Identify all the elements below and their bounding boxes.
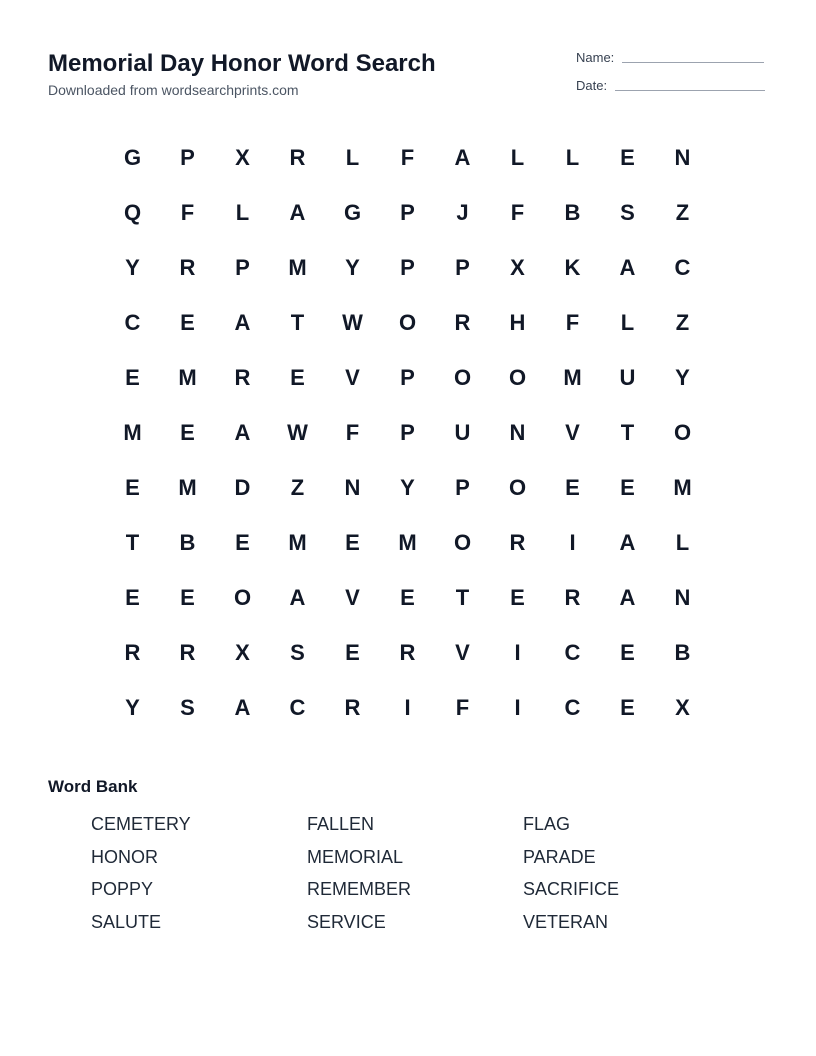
grid-letter: F [400, 144, 415, 170]
grid-letter: M [178, 364, 197, 390]
grid-letter: I [514, 639, 521, 665]
grid-letter: B [564, 199, 581, 225]
grid-letter: C [289, 694, 306, 720]
grid-letter: J [456, 199, 469, 225]
grid-letter: A [234, 419, 251, 445]
grid-letter: R [509, 529, 526, 555]
grid-letter: A [619, 584, 636, 610]
grid-letter: E [125, 364, 140, 390]
grid-letter: R [179, 639, 196, 665]
grid-letter: X [235, 144, 250, 170]
grid-letter: V [345, 584, 360, 610]
grid-letter: A [234, 694, 251, 720]
grid-letter: Q [123, 199, 142, 225]
grid-letter: C [124, 309, 141, 335]
grid-letter: A [619, 254, 636, 280]
grid-letter: W [342, 309, 363, 335]
grid-letter: O [233, 584, 252, 610]
word-bank-item: POPPY [91, 879, 154, 899]
grid-letter: L [620, 309, 635, 335]
grid-letter: C [564, 639, 581, 665]
grid-letter: A [619, 529, 636, 555]
page-title: Memorial Day Honor Word Search [48, 50, 436, 77]
grid-letter: O [508, 364, 527, 390]
grid-letter: P [400, 364, 415, 390]
grid-letter: O [453, 529, 472, 555]
word-bank-heading: Word Bank [48, 777, 138, 796]
grid-letter: M [563, 364, 582, 390]
grid-letter: R [234, 364, 251, 390]
grid-letter: P [235, 254, 250, 280]
grid-letter: R [564, 584, 581, 610]
grid-letter: E [235, 529, 250, 555]
grid-letter: B [179, 529, 196, 555]
grid-letter: H [509, 309, 526, 335]
grid-letter: Y [125, 694, 140, 720]
grid-letter: S [290, 639, 305, 665]
grid-letter: I [404, 694, 411, 720]
word-bank-item: REMEMBER [307, 879, 412, 899]
grid-letter: F [510, 199, 525, 225]
grid-letter: A [289, 199, 306, 225]
grid-letter: L [510, 144, 525, 170]
grid-letter: Y [675, 364, 690, 390]
grid-letter: E [620, 474, 635, 500]
word-bank-item: SERVICE [307, 911, 386, 932]
grid-letter: N [509, 419, 526, 445]
grid-letter: Y [345, 254, 360, 280]
grid-letter: I [514, 694, 521, 720]
grid-letter: C [564, 694, 581, 720]
grid-letter: W [287, 419, 308, 445]
grid-letter: L [345, 144, 360, 170]
grid-letter: S [180, 694, 195, 720]
grid-letter: E [290, 364, 305, 390]
grid-letter: M [178, 474, 197, 500]
grid-letter: D [234, 474, 251, 500]
grid-letter: O [508, 474, 527, 500]
grid-letter: E [620, 144, 635, 170]
grid-letter: F [345, 419, 360, 445]
word-bank-item: FLAG [523, 814, 571, 834]
grid-letter: E [125, 474, 140, 500]
grid-letter: G [343, 199, 362, 225]
grid-letter: E [400, 584, 415, 610]
word-bank-item: MEMORIAL [307, 846, 404, 867]
grid-letter: X [235, 639, 250, 665]
word-bank-item: HONOR [91, 846, 158, 867]
grid-letter: L [235, 199, 250, 225]
grid-letter: P [455, 474, 470, 500]
grid-letter: E [620, 639, 635, 665]
grid-letter: S [620, 199, 635, 225]
grid-letter: T [455, 584, 470, 610]
grid-letter: U [454, 419, 471, 445]
grid-letter: P [400, 199, 415, 225]
grid-letter: R [289, 144, 306, 170]
date-field [576, 78, 765, 93]
grid-letter: P [400, 419, 415, 445]
grid-letter: T [290, 309, 305, 335]
grid-letter: Y [125, 254, 140, 280]
word-bank-item: VETERAN [523, 911, 609, 932]
grid-letter: E [565, 474, 580, 500]
grid-letter: R [124, 639, 141, 665]
grid-letter: P [180, 144, 195, 170]
grid-letter: M [673, 474, 692, 500]
grid-letter: N [674, 144, 691, 170]
grid-letter: X [510, 254, 525, 280]
grid-letter: V [565, 419, 580, 445]
grid-letter: E [125, 584, 140, 610]
grid-letter: R [179, 254, 196, 280]
grid-letter: E [510, 584, 525, 610]
grid-letter: V [455, 639, 470, 665]
grid-letter: G [123, 144, 142, 170]
grid-letter: R [344, 694, 361, 720]
grid-letter: Z [675, 309, 690, 335]
grid-letter: Z [675, 199, 690, 225]
grid-letter: E [180, 309, 195, 335]
grid-letter: R [454, 309, 471, 335]
date-line [615, 89, 765, 91]
word-bank-item: CEMETERY [91, 814, 191, 834]
grid-letter: O [673, 419, 692, 445]
word-bank [91, 812, 739, 942]
grid-letter: I [569, 529, 576, 555]
grid-letter: M [288, 529, 307, 555]
grid-letter: F [565, 309, 580, 335]
grid-letter: E [345, 529, 360, 555]
name-label: Name: [576, 50, 615, 65]
grid-letter: Y [400, 474, 415, 500]
source-subtitle: Downloaded from wordsearchprints.com [48, 82, 299, 98]
grid-letter: A [454, 144, 471, 170]
grid-letter: M [123, 419, 142, 445]
name-line [622, 61, 764, 63]
word-bank-item: SALUTE [91, 911, 162, 932]
grid-letter: A [234, 309, 251, 335]
grid-letter: O [453, 364, 472, 390]
grid-letter: P [400, 254, 415, 280]
grid-letter: X [675, 694, 690, 720]
grid-letter: K [564, 254, 581, 280]
grid-letter: P [455, 254, 470, 280]
word-bank-item: SACRIFICE [523, 879, 620, 899]
grid-letter: L [675, 529, 690, 555]
grid-letter: T [125, 529, 140, 555]
grid-letter: T [620, 419, 635, 445]
letter-grid [105, 130, 710, 735]
grid-letter: E [180, 584, 195, 610]
grid-letter: C [674, 254, 691, 280]
grid-letter: B [674, 639, 691, 665]
grid-letter: E [180, 419, 195, 445]
grid-letter: A [289, 584, 306, 610]
grid-letter: F [180, 199, 195, 225]
grid-letter: U [619, 364, 636, 390]
word-bank-item: FALLEN [307, 814, 375, 834]
grid-letter: O [398, 309, 417, 335]
date-label: Date: [576, 78, 608, 93]
grid-letter: L [565, 144, 580, 170]
grid-letter: N [344, 474, 361, 500]
grid-letter: M [398, 529, 417, 555]
name-field [576, 50, 764, 65]
grid-letter: E [345, 639, 360, 665]
grid-letter: F [455, 694, 470, 720]
grid-letter: Z [290, 474, 305, 500]
word-bank-item: PARADE [523, 846, 596, 867]
grid-letter: M [288, 254, 307, 280]
grid-letter: R [399, 639, 416, 665]
grid-letter: E [620, 694, 635, 720]
grid-letter: V [345, 364, 360, 390]
grid-letter: N [674, 584, 691, 610]
